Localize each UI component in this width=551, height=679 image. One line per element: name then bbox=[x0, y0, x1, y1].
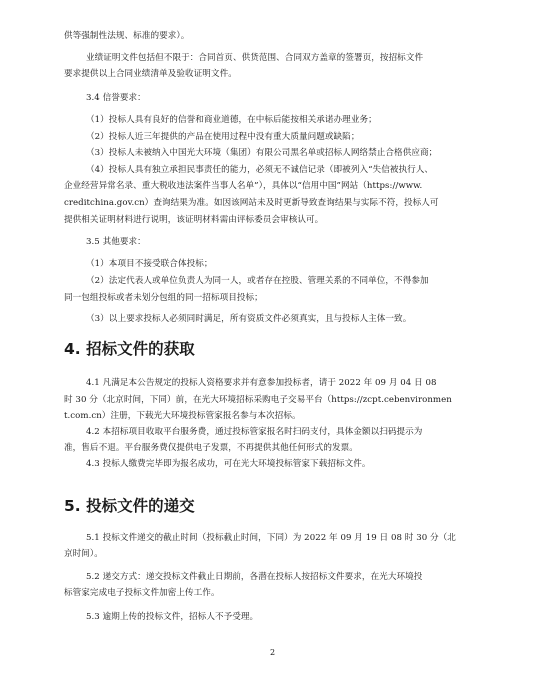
paragraph-line: 提供相关证明材料进行说明，该证明材料需由评标委员会审核认可。 bbox=[64, 215, 324, 225]
subsection-title: 3.5 其他要求： bbox=[86, 237, 146, 247]
paragraph-line: 企业经营异常名录、重大税收违法案件当事人名单”），具体以“信用中国”网站（https://www. bbox=[64, 181, 423, 191]
paragraph-line: t.com.cn）注册，下载光大环境投标管家报名参与本次招标。 bbox=[64, 411, 301, 421]
paragraph-line: 准，售后不退。平台服务费仅提供电子发票，不再提供其他任何形式的发票。 bbox=[64, 443, 358, 453]
section-heading: 5. 投标文件的递交 bbox=[64, 497, 195, 515]
section-heading: 4. 招标文件的获取 bbox=[64, 340, 195, 358]
list-item: （1）本项目不接受联合体投标； bbox=[86, 259, 213, 269]
paragraph-line: 4.2 本招标项目收取平台服务费，通过投标管家报名时扫码支付，具体金额以扫码提示为 bbox=[86, 427, 423, 437]
list-item: （4）投标人具有独立承担民事责任的能力，必须无不诚信记录（即被列入“失信被执行人、 bbox=[86, 165, 434, 175]
list-item: （3）投标人未被纳入中国光大环境（集团）有限公司黑名单或招标人网络禁止合格供应商； bbox=[86, 148, 438, 158]
paragraph-line: 4.3 投标人缴费完毕即为报名成功，可在光大环境投标管家下载招标文件。 bbox=[86, 459, 371, 469]
paragraph-line: 4.1 凡满足本公告规定的投标人资格要求并有意参加投标者，请于 2022 年 09 月 04 日 08 bbox=[86, 378, 437, 388]
paragraph-line: 5.1 投标文件递交的截止时间（投标截止时间，下同）为 2022 年 09 月 19 日 08 时 30 分（北 bbox=[86, 533, 456, 543]
paragraph-line: 同一包组投标或者未划分包组的同一招标项目投标； bbox=[64, 293, 263, 303]
paragraph-line: creditchina.gov.cn）查询结果为准。如因该网站未及时更新导致查询结果与实际不符，投标人可 bbox=[64, 198, 439, 208]
subsection-title: 3.4 信誉要求： bbox=[86, 93, 146, 103]
paragraph-line: 要求提供以上合同业绩清单及验收证明文件。 bbox=[64, 69, 237, 79]
paragraph-line: 京时间）。 bbox=[64, 549, 103, 559]
list-item: （1）投标人具有良好的信誉和商业道德，在中标后能按相关承诺办理业务； bbox=[86, 115, 377, 125]
list-item: （2）投标人近三年提供的产品在使用过程中没有重大质量问题或缺陷； bbox=[86, 132, 360, 142]
page-number: 2 bbox=[270, 648, 276, 657]
paragraph-line: 业绩证明文件包括但不限于：合同首页、供货范围、合同双方盖章的签署页，按招标文件 bbox=[86, 53, 424, 63]
paragraph-line: 时 30 分（北京时间，下同）前，在光大环境招标采购电子交易平台（https://zcpt.cebenvironmen bbox=[64, 395, 452, 405]
paragraph-line: 5.2 递交方式：递交投标文件截止日期前，各潜在投标人按招标文件要求，在光大环境投 bbox=[86, 572, 423, 582]
paragraph-line: 5.3 逾期上传的投标文件，招标人不予受理。 bbox=[86, 612, 259, 622]
paragraph-line: 供等强制性法规、标准的要求）。 bbox=[64, 31, 190, 41]
list-item: （3）以上要求投标人必须同时满足，所有资质文件必须真实，且与投标人主体一致。 bbox=[86, 314, 412, 324]
list-item: （2）法定代表人或单位负责人为同一人，或者存在控股、管理关系的不同单位，不得参加 bbox=[86, 276, 429, 286]
paragraph-line: 标管家完成电子投标文件加密上传工作。 bbox=[64, 588, 220, 598]
